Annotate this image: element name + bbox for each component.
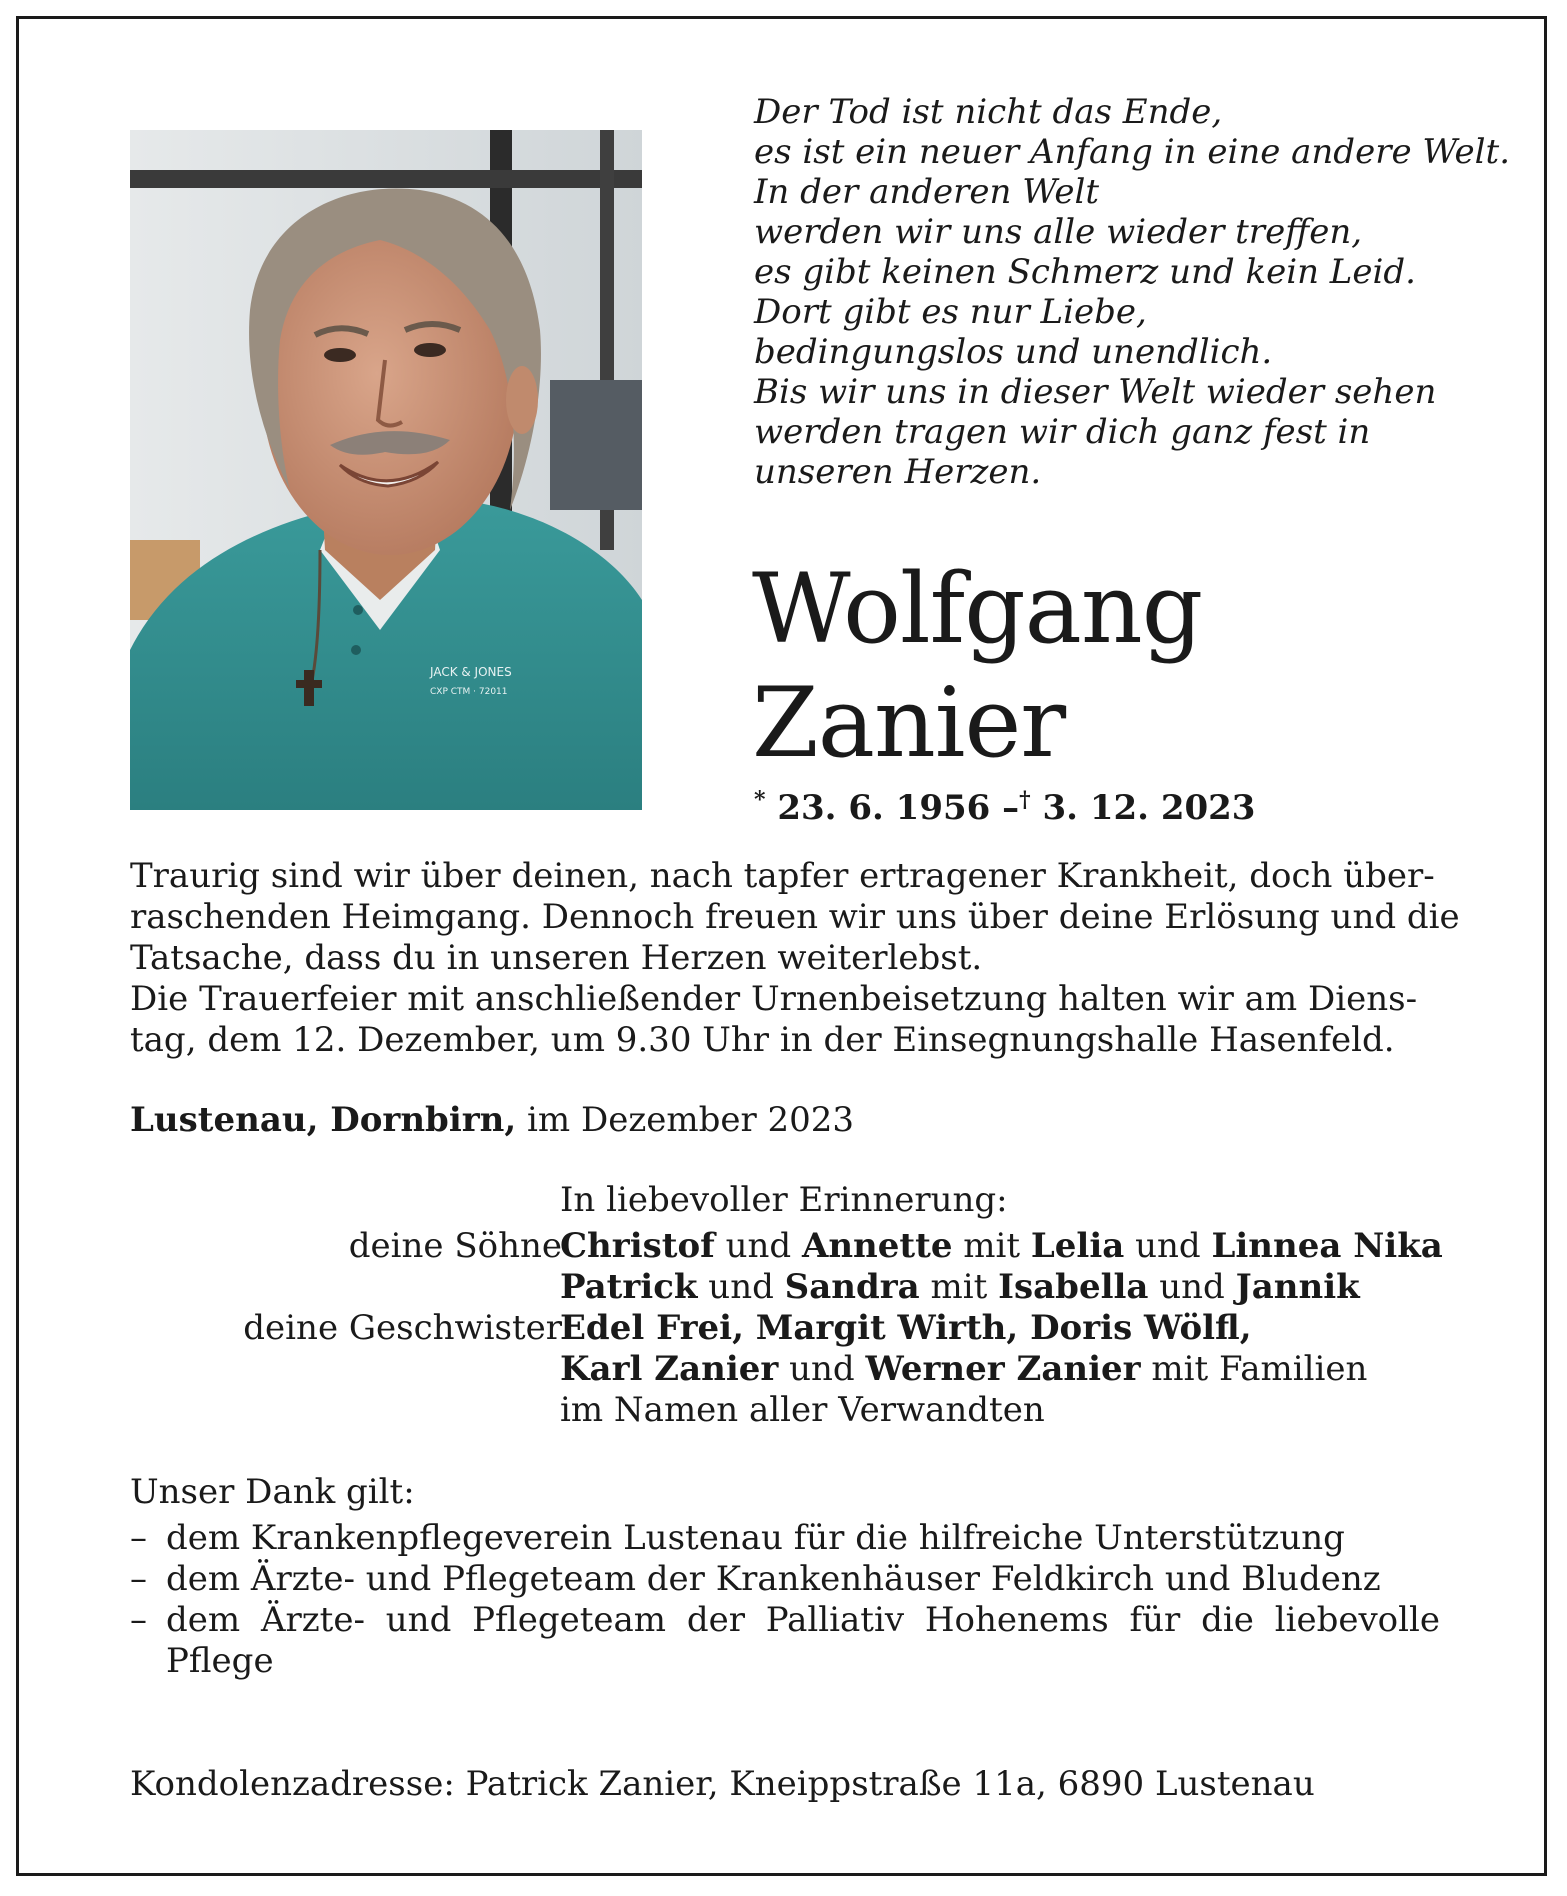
- family-connector: und: [789, 1349, 855, 1389]
- poem-line: es gibt keinen Schmerz und kein Leid.: [754, 252, 1416, 292]
- siblings-names-2: [560, 1349, 1367, 1390]
- family-connector: mit: [963, 1226, 1021, 1266]
- place-and-date: [130, 1098, 854, 1142]
- last-name: Zanier: [752, 667, 1066, 779]
- announcement-line: Traurig sind wir über deinen, nach tapfer ertragener Krankheit, doch über-: [130, 856, 1435, 896]
- family-connector: und: [708, 1267, 774, 1307]
- family-connector: und: [1159, 1267, 1225, 1307]
- family-name: Lelia: [1030, 1226, 1125, 1266]
- life-dates: [754, 778, 1255, 830]
- poem-line: In der anderen Welt: [754, 172, 1100, 212]
- thanks-item-text: dem Ärzte- und Pflegeteam der Palliativ Hohenems für die liebevolle Pflege: [166, 1600, 1440, 1681]
- poem-line: Bis wir uns in dieser Welt wieder sehen: [754, 372, 1437, 412]
- family-list: [130, 1226, 1443, 1431]
- family-name: Werner Zanier: [865, 1349, 1141, 1389]
- thanks-list: [130, 1518, 1440, 1682]
- place-date: im Dezember 2023: [527, 1100, 855, 1140]
- relatives-line: im Namen aller Verwandten: [560, 1390, 1045, 1430]
- family-row-siblings-1: [130, 1308, 1440, 1349]
- family-name: Christof: [560, 1226, 715, 1266]
- family-name: Karl Zanier: [560, 1349, 779, 1389]
- thanks-item: [130, 1600, 1440, 1682]
- thanks-item-text: dem Krankenpflegeverein Lustenau für die hilfreiche Unterstützung: [166, 1518, 1345, 1558]
- condolence-address: Kondolenzadresse: Patrick Zanier, Kneippstraße 11a, 6890 Lustenau: [130, 1764, 1315, 1804]
- birth-date: 23. 6. 1956: [777, 788, 991, 828]
- family-name: Linnea Nika: [1211, 1226, 1443, 1266]
- sons-label: deine Söhne: [348, 1226, 562, 1266]
- shirt-logo-text-1: JACK & JONES: [430, 665, 512, 679]
- dash-bullet: –: [130, 1518, 147, 1558]
- announcement-line: tag, dem 12. Dezember, um 9.30 Uhr in der Einsegnungshalle Hasenfeld.: [130, 1020, 1395, 1060]
- poem-line: werden wir uns alle wieder treffen,: [754, 212, 1363, 252]
- family-name: Annette: [801, 1226, 953, 1266]
- death-date: 3. 12. 2023: [1042, 788, 1256, 828]
- announcement-line: raschenden Heimgang. Dennoch freuen wir uns über deine Erlösung und die: [130, 897, 1460, 937]
- deceased-name: [752, 552, 1202, 780]
- poem-line: werden tragen wir dich ganz fest in: [754, 412, 1371, 452]
- birth-symbol: *: [754, 787, 766, 813]
- thanks-item: [130, 1559, 1440, 1600]
- announcement-text: [130, 856, 1460, 1061]
- family-name: Jannik: [1235, 1267, 1360, 1307]
- shirt-logo-text-2: CXP CTM · 72011: [430, 687, 508, 697]
- family-connector: und: [725, 1226, 792, 1266]
- place-locations: Lustenau, Dornbirn,: [130, 1100, 517, 1140]
- family-row-relatives: [130, 1390, 1440, 1431]
- siblings-names-1: [560, 1308, 1252, 1349]
- announcement-line: Tatsache, dass du in unseren Herzen weiterlebst.: [130, 938, 983, 978]
- poem-line: es ist ein neuer Anfang in eine andere Welt.: [754, 132, 1511, 172]
- thanks-heading: Unser Dank gilt:: [130, 1472, 415, 1512]
- family-name: Patrick: [560, 1267, 698, 1307]
- memory-line: In liebevoller Erinnerung:: [560, 1180, 1008, 1220]
- portrait-photo: [130, 130, 642, 810]
- portrait-image: [130, 130, 642, 810]
- family-row-siblings-2: [130, 1349, 1440, 1390]
- sons-names-2: [560, 1267, 1360, 1308]
- poem-line: unseren Herzen.: [754, 452, 1042, 492]
- family-name: Isabella: [998, 1267, 1149, 1307]
- family-row-sons-1: [130, 1226, 1443, 1267]
- sons-names-1: [560, 1226, 1443, 1267]
- family-connector: mit Familien: [1151, 1349, 1368, 1389]
- poem: [754, 92, 1514, 492]
- family-name: Edel Frei, Margit Wirth, Doris Wölfl,: [560, 1308, 1252, 1348]
- poem-line: Dort gibt es nur Liebe,: [754, 292, 1147, 332]
- thanks-item: [130, 1518, 1440, 1559]
- poem-line: Der Tod ist nicht das Ende,: [754, 92, 1223, 132]
- dash-bullet: –: [130, 1559, 147, 1599]
- family-row-sons-2: [130, 1267, 1440, 1308]
- date-separator: –: [1002, 788, 1020, 828]
- family-connector: und: [1135, 1226, 1201, 1266]
- siblings-label: deine Geschwister: [243, 1308, 562, 1348]
- announcement-line: Die Trauerfeier mit anschließender Urnenbeisetzung halten wir am Diens-: [130, 979, 1418, 1019]
- first-name: Wolfgang: [752, 553, 1203, 665]
- death-symbol: †: [1019, 787, 1031, 813]
- poem-line: bedingungslos und unendlich.: [754, 332, 1273, 372]
- family-name: Sandra: [784, 1267, 920, 1307]
- thanks-item-text: dem Ärzte- und Pflegeteam der Krankenhäuser Feldkirch und Bludenz: [166, 1559, 1381, 1599]
- family-connector: mit: [930, 1267, 988, 1307]
- dash-bullet: –: [130, 1600, 147, 1640]
